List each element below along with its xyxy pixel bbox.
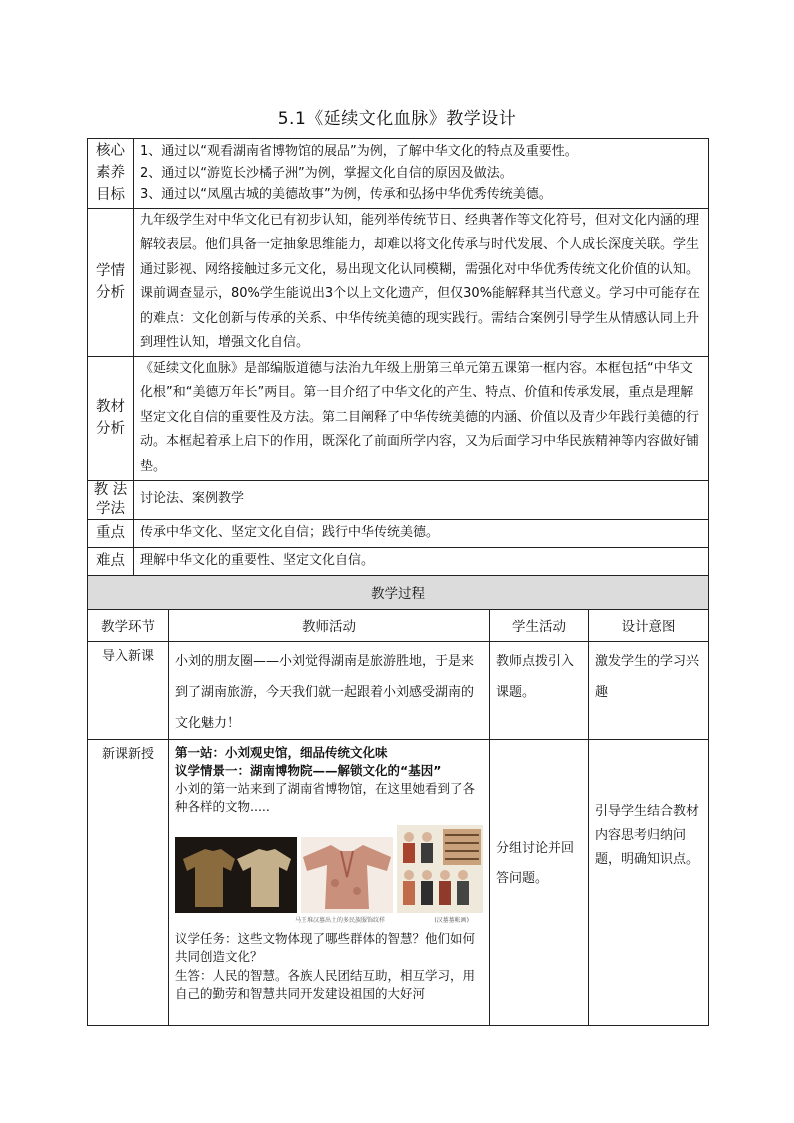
learner-analysis-row xyxy=(88,208,709,356)
core-goal-item: 2、通过以“游览长沙橘子洲”为例，掌握文化自信的原因及做法。 xyxy=(140,165,513,181)
robe-image-embroidered xyxy=(301,837,393,913)
difficult-point-row xyxy=(88,547,709,575)
method-text: 讨论法、案例教学 xyxy=(134,480,709,519)
key-point-label: 重点 xyxy=(88,519,134,547)
banner-painting-image xyxy=(397,825,483,913)
learner-analysis-label: 学情 分析 xyxy=(88,208,134,356)
difficult-point-text: 理解中华文化的重要性、坚定文化自信。 xyxy=(134,547,709,575)
lesson-plan-table xyxy=(87,138,709,1026)
material-analysis-label: 教材 分析 xyxy=(88,356,134,480)
artifact-images xyxy=(175,825,483,913)
core-goals-label: 核心 素养 目标 xyxy=(88,139,134,209)
key-point-row xyxy=(88,519,709,547)
scene-heading: 议学情景一：湖南博物院——解锁文化的“基因” xyxy=(175,762,442,778)
process-title: 教学过程 xyxy=(88,575,709,609)
header-teacher: 教师活动 xyxy=(169,609,490,641)
material-analysis-text: 《延续文化血脉》是部编版道德与法治九年级上册第三单元第五课第一框内容。本框包括“中华文化根”和“美德万年长”两目。第一目介绍了中华文化的产生、特点、价值和传承发展，重点是理解坚定文化自信的重要性及方法。第二目阐释了中华传统美德的内涵、价值以及青少年践行美德的行动。本框起着承上启下的作用，既深化了前面所学内容，又为后面学习中华民族精神等内容做好铺垫。 xyxy=(134,356,709,480)
scene-paragraph: 小刘的第一站来到了湖南省博物馆，在这里她看到了各种各样的文物..... xyxy=(175,780,476,814)
header-intent: 设计意图 xyxy=(589,609,709,641)
header-student: 学生活动 xyxy=(490,609,589,641)
core-goals-row xyxy=(88,139,709,209)
discussion-task: 议学任务：这些文物体现了哪些群体的智慧？他们如何共同创造文化？ xyxy=(175,930,476,964)
method-row xyxy=(88,480,709,519)
robe-image-dark xyxy=(175,837,297,913)
key-point-text: 传承中华文化、坚定文化自信；践行中华传统美德。 xyxy=(134,519,709,547)
core-goal-item: 1、通过以“观看湖南省博物馆的展品”为例，了解中华文化的特点及重要性。 xyxy=(140,144,578,159)
process-header-row xyxy=(88,609,709,641)
header-stage: 教学环节 xyxy=(88,609,169,641)
new-lesson-row xyxy=(88,739,709,1025)
new-student: 分组讨论并回答问题。 xyxy=(496,840,575,886)
new-intent: 引导学生结合教材内容思考归纳问题，明确知识点。 xyxy=(595,803,700,867)
learner-analysis-text: 九年级学生对中华文化已有初步认知，能列举传统节日、经典著作等文化符号，但对文化内涵的理解较表层。他们具备一定抽象思维能力，却难以将文化传承与时代发展、个人成长深度关联。学生通过影视、网络接触过多元文化，易出现文化认同模糊，需强化对中华优秀传统文化价值的认知。课前调查显示，80%学生能说出3个以上文化遗产，但仅30%能解释其当代意义。学习中可能存在的难点：文化创新与传承的关系、中华传统美德的现实践行。需结合案例引导学生从情感认同上升到理性认知，增强文化自信。 xyxy=(134,208,709,356)
figure-caption: 马王堆汉墓出土的多民族服饰纹样 xyxy=(295,916,386,924)
figure-captions xyxy=(175,915,483,924)
page-title: 5.1《延续文化血脉》教学设计 xyxy=(277,109,517,129)
intro-stage: 导入新课 xyxy=(101,648,154,664)
student-answer: 生答：人民的智慧。各族人民团结互助，相互学习，用自己的勤劳和智慧共同开发建设祖国的大好河 xyxy=(175,967,476,1001)
new-stage: 新课新授 xyxy=(101,746,154,762)
station-heading: 第一站：小刘观史馆，细品传统文化味 xyxy=(175,744,388,760)
process-title-row xyxy=(88,575,709,609)
intro-row xyxy=(88,641,709,739)
difficult-point-label: 难点 xyxy=(88,547,134,575)
method-label: 教 法 学法 xyxy=(88,480,134,519)
figure-caption: (汉墓墓帐画) xyxy=(434,916,469,924)
material-analysis-row xyxy=(88,356,709,480)
intro-student: 教师点拨引入课题。 xyxy=(496,653,575,700)
intro-intent: 激发学生的学习兴趣 xyxy=(595,653,700,700)
intro-teacher: 小刘的朋友圈——小刘觉得湖南是旅游胜地，于是来到了湖南旅游，今天我们就一起跟着小刘感受湖南的文化魅力！ xyxy=(175,653,475,731)
core-goal-item: 3、通过以“凤凰古城的美德故事”为例，传承和弘扬中华优秀传统美德。 xyxy=(140,187,552,202)
core-goals-content xyxy=(134,139,709,209)
